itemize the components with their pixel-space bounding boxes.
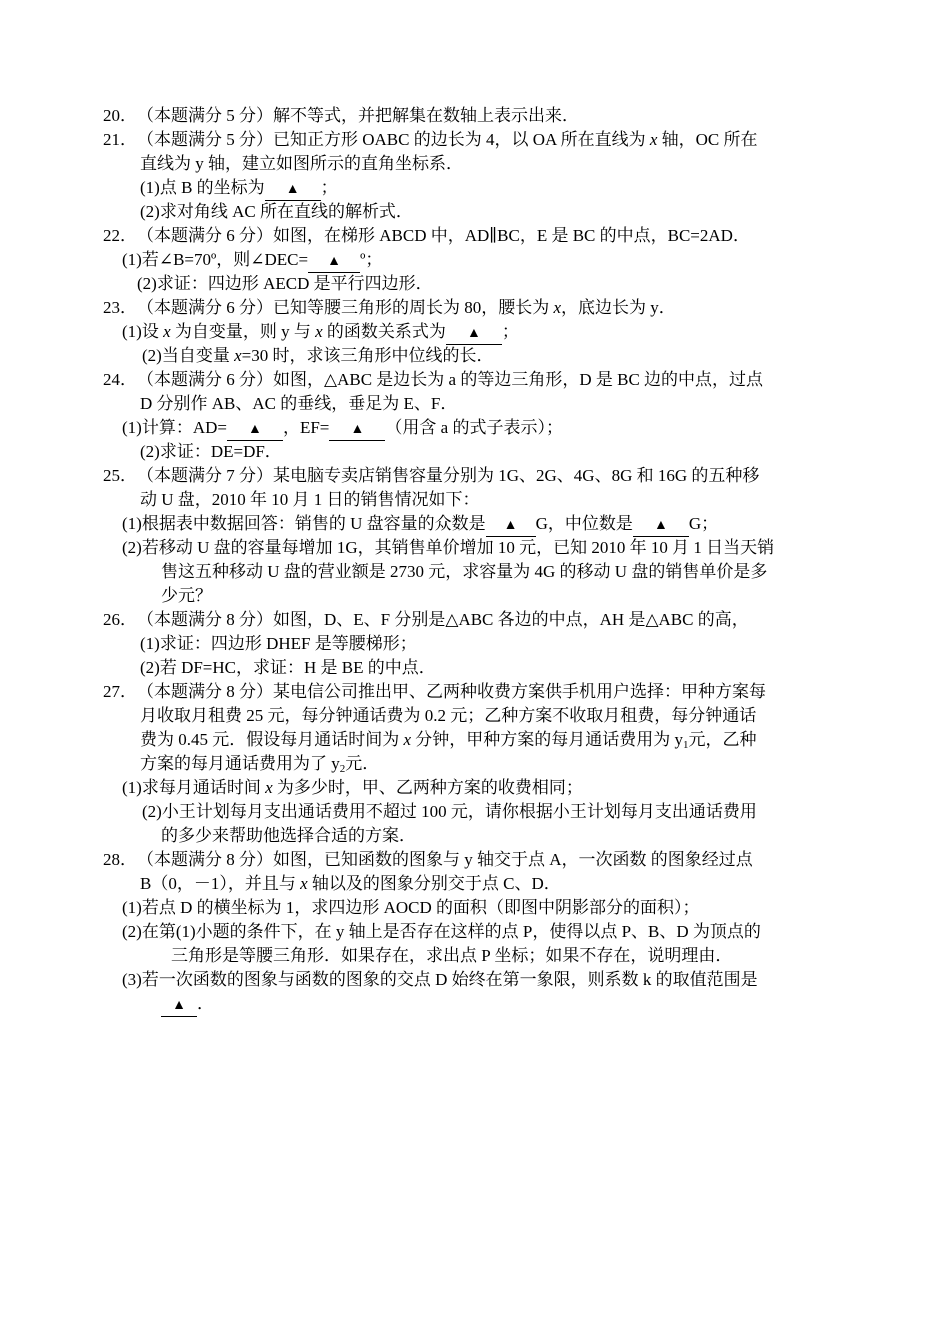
q22-answer-blank[interactable]: ▲	[308, 252, 360, 273]
q27-line3-c: 元，乙种	[688, 730, 757, 749]
q22-line1	[103, 224, 750, 248]
q27-part1-a: (1)求每月通话时间	[122, 778, 266, 797]
q23-part2	[142, 344, 493, 368]
q27-var-x: x	[403, 730, 412, 749]
q20-number: 20．	[103, 106, 137, 125]
q23-number: 23．	[103, 298, 137, 317]
q20-line1	[103, 104, 579, 128]
q23-line1	[103, 296, 676, 320]
q22-part1-text: (1)若∠B=70º，则∠DEC=	[122, 250, 309, 269]
q23-text-1a: （本题满分 6 分）已知等腰三角形的周长为 80，腰长为	[137, 298, 554, 317]
q21-part2: (2)求对角线 AC 所在直线的解析式．	[140, 202, 413, 221]
q28-line2-a: B（0，－1），并且与	[140, 874, 301, 893]
q28-text-1: （本题满分 8 分）如图，已知函数的图象与 y 轴交于点 A，一次函数 的图象经过点	[137, 850, 753, 869]
q28-number: 28．	[103, 850, 137, 869]
q28-line2-b: 轴以及的图象分别交于点 C、D．	[307, 874, 561, 893]
q26-text-1: （本题满分 8 分）如图，D、E、F 分别是△ABC 各边的中点，AH 是△ABC 的高，	[137, 610, 749, 629]
q23-part2-b: =30 时，求该三角形中位线的长．	[241, 346, 494, 365]
q23-var-x: x	[315, 322, 323, 341]
q28-answer-blank[interactable]: ▲	[161, 996, 197, 1017]
q22-part1-end: º；	[360, 250, 383, 269]
q27-subscript-2: 2	[339, 763, 346, 775]
q25-line2: 动 U 盘，2010 年 10 月 1 日的销售情况如下：	[140, 490, 480, 509]
q25-part2-line2: 售这五种移动 U 盘的营业额是 2730 元，求容量为 4G 的移动 U 盘的销售单价是多	[161, 562, 768, 581]
q24-part1-a: (1)计算：AD=	[122, 418, 227, 437]
q25-number: 25．	[103, 466, 137, 485]
q28-line1	[103, 848, 753, 872]
q23-answer-blank[interactable]: ▲	[446, 324, 502, 345]
q24-line2: D 分别作 AB、AC 的垂线，垂足为 E、F．	[140, 394, 458, 413]
q27-text-1: （本题满分 8 分）某电信公司推出甲、乙两种收费方案供手机用户选择：甲种方案每	[137, 682, 766, 701]
q23-text-1b: ，底边长为 y．	[561, 298, 676, 317]
q26-part1: (1)求证：四边形 DHEF 是等腰梯形；	[140, 634, 417, 653]
q24-line1	[103, 368, 763, 392]
q26-part2: (2)若 DF=HC，求证：H 是 BE 的中点．	[140, 658, 436, 677]
q25-line1	[103, 464, 759, 488]
q22-text-1: （本题满分 6 分）如图，在梯形 ABCD 中，AD∥BC，E 是 BC 的中点，BC=2AD．	[137, 226, 750, 245]
q27-subscript-1: 1	[683, 739, 689, 751]
q23-part1-b: 为自变量，则 y 与	[170, 322, 316, 341]
q24-part1	[122, 416, 563, 441]
q24-answer-blank-ad[interactable]: ▲	[227, 420, 283, 441]
q23-part1-end: ；	[501, 322, 519, 341]
q25-part1-a: (1)根据表中数据回答：销售的 U 盘容量的众数是	[122, 514, 486, 533]
q27-line2: 月收取月租费 25 元，每分钟通话费为 0.2 元；乙种方案不收取月租费，每分钟通话	[140, 706, 757, 725]
q27-line4	[140, 752, 379, 776]
q21-line1	[103, 128, 758, 152]
q27-var-x: x	[265, 778, 273, 797]
q28-part2-line2: 三角形是等腰三角形．如果存在，求出点 P 坐标；如果不存在，说明理由．	[171, 946, 733, 965]
q23-part1-a: (1)设	[122, 322, 164, 341]
q24-text-1: （本题满分 6 分）如图，△ABC 是边长为 a 的等边三角形，D 是 BC 边的中点，过点	[137, 370, 764, 389]
q21-text-1b: 轴，OC 所在	[657, 130, 758, 149]
q24-part1-b: ，EF=	[282, 418, 330, 437]
q27-part1	[122, 776, 583, 800]
q21-answer-blank[interactable]: ▲	[265, 180, 321, 201]
q27-part2-line1: (2)小王计划每月支出通话费用不超过 100 元，请你根据小王计划每月支出通话费用	[142, 802, 757, 821]
q23-part2-a: (2)当自变量	[142, 346, 235, 365]
q22-part1	[122, 248, 382, 273]
q27-line3-a: 费为 0.45 元．假设每月通话时间为	[140, 730, 404, 749]
q23-part1	[122, 320, 519, 345]
q28-part3-end: ．	[197, 994, 214, 1013]
q20-text: （本题满分 5 分）解不等式，并把解集在数轴上表示出来．	[137, 106, 579, 125]
q28-part1: (1)若点 D 的横坐标为 1，求四边形 AOCD 的面积（即图中阴影部分的面积）；	[122, 898, 700, 917]
q28-part2-line1: (2)在第(1)小题的条件下，在 y 轴上是否存在这样的点 P，使得以点 P、B、D 为顶点的	[122, 922, 761, 941]
q26-line1	[103, 608, 749, 632]
q28-part3-line1: (3)若一次函数的图象与函数的图象的交点 D 始终在第一象限，则系数 k 的取值范围是	[122, 970, 758, 989]
q24-answer-blank-ef[interactable]: ▲	[329, 420, 385, 441]
q21-part1	[140, 176, 338, 201]
q23-var-x: x	[553, 298, 562, 317]
q28-part3-line2	[161, 992, 214, 1017]
q25-part2-line3: 少元？	[161, 586, 212, 605]
q28-line2	[140, 872, 561, 896]
q21-text-1a: （本题满分 5 分）已知正方形 OABC 的边长为 4，以 OA 所在直线为	[137, 130, 650, 149]
q26-number: 26．	[103, 610, 137, 629]
q27-line4-b: 元．	[345, 754, 380, 773]
q21-number: 21．	[103, 130, 137, 149]
q25-part1-c: G；	[688, 514, 719, 533]
q27-line3-b: 分钟，甲种方案的每月通话费用为 y	[411, 730, 684, 749]
q23-part1-c: 的函数关系式为	[322, 322, 446, 341]
q22-number: 22．	[103, 226, 137, 245]
q27-number: 27．	[103, 682, 137, 701]
q21-part1-text: (1)点 B 的坐标为	[140, 178, 265, 197]
q27-part1-b: 为多少时，甲、乙两种方案的收费相同；	[272, 778, 583, 797]
q24-number: 24．	[103, 370, 137, 389]
q24-part1-c: （用含 a 的式子表示）；	[385, 418, 563, 437]
q28-var-x: x	[300, 874, 308, 893]
q22-part2: (2)求证：四边形 AECD 是平行四边形．	[137, 274, 433, 293]
q27-part2-line2: 的多少来帮助他选择合适的方案．	[161, 826, 416, 845]
q24-part2: (2)求证：DE=DF．	[140, 442, 282, 461]
q27-line4-a: 方案的每月通话费用为了 y	[140, 754, 340, 773]
q25-answer-blank-mode[interactable]: ▲	[486, 516, 536, 537]
q27-line3	[140, 728, 757, 752]
q21-part1-end: ；	[320, 178, 338, 197]
q25-part2-line1: (2)若移动 U 盘的容量每增加 1G，其销售单价增加 10 元，已知 2010 年 10 月 1 日当天销	[122, 538, 775, 557]
q23-var-x: x	[163, 322, 171, 341]
q25-part1	[122, 512, 718, 537]
q27-line1	[103, 680, 766, 704]
q25-text-1: （本题满分 7 分）某电脑专卖店销售容量分别为 1G、2G、4G、8G 和 16G 的五种移	[137, 466, 760, 485]
q25-answer-blank-median[interactable]: ▲	[633, 516, 689, 537]
q21-line2: 直线为 y 轴，建立如图所示的直角坐标系．	[140, 154, 463, 173]
q21-var-x: x	[649, 130, 658, 149]
q23-var-x: x	[234, 346, 242, 365]
q25-part1-b: G，中位数是	[535, 514, 633, 533]
